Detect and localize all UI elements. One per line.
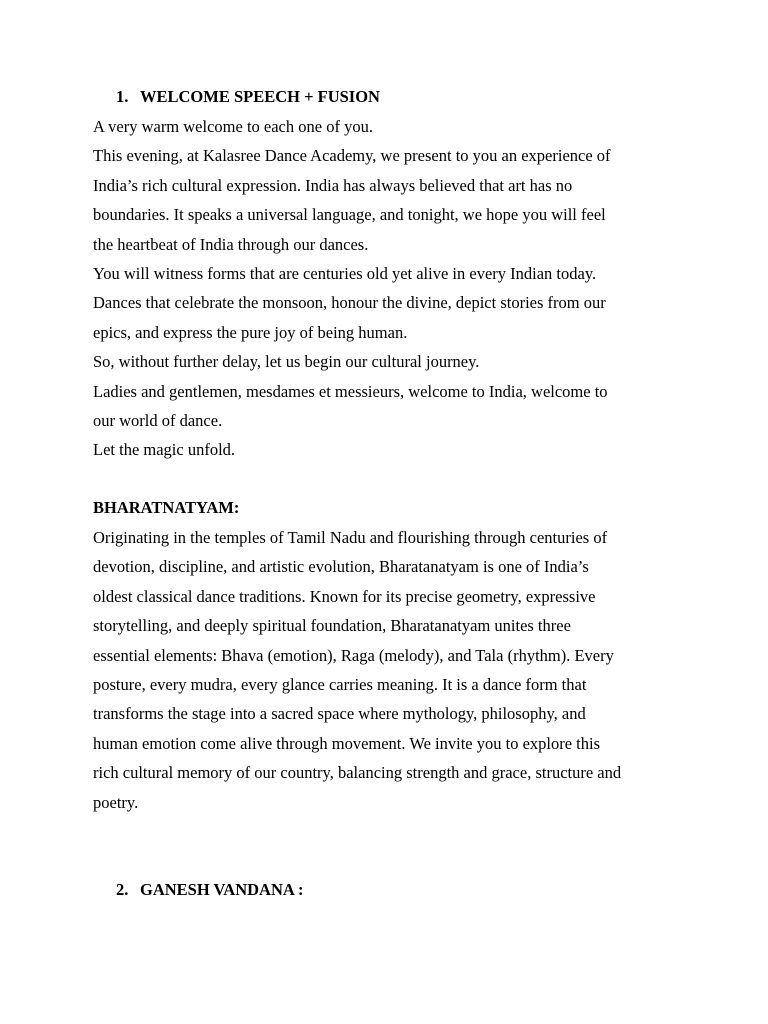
bharatnatyam-line: essential elements: Bhava (emotion), Raga (melody), and Tala (rhythm). Every xyxy=(93,645,614,665)
bharatnatyam-line: transforms the stage into a sacred space where mythology, philosophy, and xyxy=(93,704,586,724)
welcome-line: the heartbeat of India through our dances. xyxy=(93,234,369,254)
welcome-line: epics, and express the pure joy of being human. xyxy=(93,322,408,342)
bharatnatyam-line: poetry. xyxy=(93,792,139,812)
section-2-heading xyxy=(116,880,304,900)
bharatnatyam-line: rich cultural memory of our country, balancing strength and grace, structure and xyxy=(93,763,622,783)
welcome-line: You will witness forms that are centuries old yet alive in every Indian today. xyxy=(93,263,597,283)
welcome-line: A very warm welcome to each one of you. xyxy=(93,117,373,136)
bharatnatyam-line: Originating in the temples of Tamil Nadu and flourishing through centuries of xyxy=(93,528,608,547)
bharatnatyam-line: posture, every mudra, every glance carries meaning. It is a dance form that xyxy=(93,674,587,694)
welcome-line: This evening, at Kalasree Dance Academy, we present to you an experience of xyxy=(93,146,611,166)
section-2-number: 2. xyxy=(116,880,129,899)
welcome-line: India’s rich cultural expression. India has always believed that art has no xyxy=(93,175,573,195)
section-2-title: GANESH VANDANA : xyxy=(140,880,304,899)
section-1-heading xyxy=(116,87,380,107)
welcome-line: Dances that celebrate the monsoon, honour the divine, depict stories from our xyxy=(93,293,606,313)
bharatnatyam-text xyxy=(93,523,693,817)
section-1-number: 1. xyxy=(116,87,129,106)
welcome-line: our world of dance. xyxy=(93,410,223,430)
bharatnatyam-line: oldest classical dance traditions. Known for its precise geometry, expressive xyxy=(93,586,596,606)
welcome-line: Ladies and gentlemen, mesdames et messieurs, welcome to India, welcome to xyxy=(93,381,608,401)
welcome-line: So, without further delay, let us begin our cultural journey. xyxy=(93,352,480,372)
bharatnatyam-line: storytelling, and deeply spiritual foundation, Bharatanatyam unites three xyxy=(93,616,571,636)
bharatnatyam-heading: BHARATNATYAM: xyxy=(93,498,240,517)
bharatnatyam-line: human emotion come alive through movement. We invite you to explore this xyxy=(93,733,601,753)
welcome-line: Let the magic unfold. xyxy=(93,440,236,460)
welcome-speech-text xyxy=(93,112,693,465)
bharatnatyam-line: devotion, discipline, and artistic evolution, Bharatanatyam is one of India’s xyxy=(93,557,589,577)
welcome-line: boundaries. It speaks a universal language, and tonight, we hope you will feel xyxy=(93,205,606,225)
section-1-title: WELCOME SPEECH + FUSION xyxy=(140,87,380,106)
